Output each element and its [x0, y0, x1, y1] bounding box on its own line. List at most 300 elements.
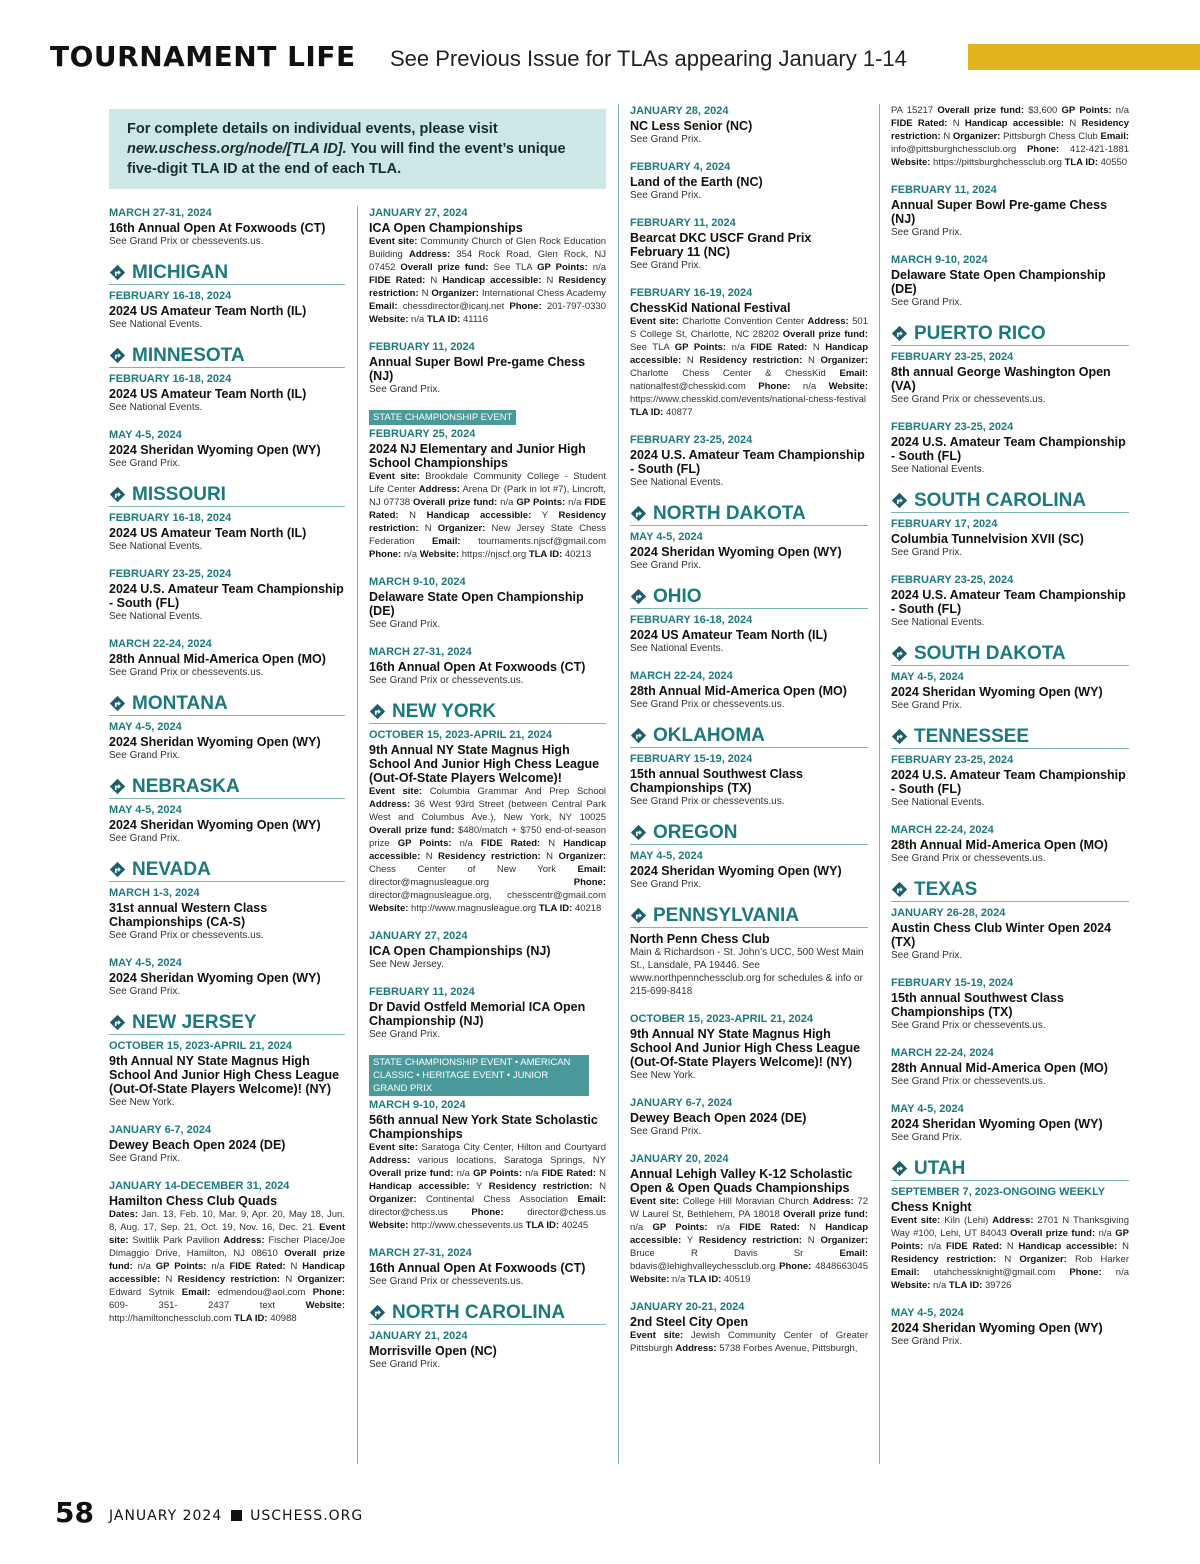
- event-listing: [109, 720, 345, 762]
- column-1: [109, 206, 345, 1339]
- detail-label: Overall prize fund:: [400, 262, 489, 273]
- event-name: 2024 U.S. Amateur Team Championship - South (FL): [630, 448, 865, 476]
- event-note: See Grand Prix.: [630, 260, 702, 271]
- event-listing: [109, 206, 345, 248]
- detail-label: Event site:: [109, 1222, 345, 1246]
- event-details: Event site: Charlotte Convention Center Address: 501 S College St, Charlotte, NC 28202 Overall prize fund: See TLA GP Points: n/a FIDE Rated: N Handicap accessible: N Residency restriction: N Organizer: Charlotte Chess Center & ChessKid Email: nationalfest@chesskid.com Phone: n/a Website: https://www.chesskid.com/events/national-chess-festival TLA ID: 40877: [630, 316, 869, 418]
- detail-label: GP Points:: [652, 1222, 708, 1233]
- event-note: See National Events.: [630, 477, 724, 488]
- state-heading: [630, 586, 868, 609]
- event-name: 15th annual Southwest Class Championships (TX): [891, 991, 1064, 1019]
- detail-label: Handicap accessible:: [442, 275, 542, 286]
- detail-label: Website:: [369, 903, 409, 914]
- event-name: 2024 Sheridan Wyoming Open (WY): [109, 443, 321, 457]
- detail-label: Organizer:: [952, 131, 1001, 142]
- direction-sign-icon: [109, 778, 126, 795]
- state-name: TEXAS: [914, 879, 978, 900]
- site-name[interactable]: USCHESS.ORG: [250, 1508, 364, 1524]
- event-note: See Grand Prix or chessevents.us.: [891, 853, 1046, 864]
- event-details: Dates: Jan. 13, Feb. 10, Mar. 9, Apr. 20, May 18, Jun. 8, Aug. 17, Sep. 21, Oct. 19, Nov. 16, Dec. 21. Event site: Switlik Park Pavilion Address: Fischer Place/Joe Dimaggio Drive, Hamilton, NJ 08610 Overall prize fund: n/a GP Points: n/a FIDE Rated: N Handicap accessible: N Residency restriction: N Organizer: Edward Sytnik Email: edmendou@aol.com Phone: 609- 351- 2437 text Website: http://hamiltonchessclub.com TLA ID: 40988: [109, 1209, 346, 1324]
- event-date: OCTOBER 15, 2023-APRIL 21, 2024: [630, 1013, 814, 1025]
- event-note: See Grand Prix or chessevents.us.: [369, 675, 524, 686]
- event-date: FEBRUARY 23-25, 2024: [109, 568, 232, 580]
- event-date: MARCH 27-31, 2024: [109, 207, 212, 219]
- event-name: 2024 U.S. Amateur Team Championship - South (FL): [891, 588, 1126, 616]
- event-name: Annual Super Bowl Pre-game Chess (NJ): [369, 355, 586, 383]
- page-header: [50, 40, 1200, 76]
- state-heading: [891, 726, 1129, 749]
- event-note: See National Events.: [109, 319, 203, 330]
- event-name: Delaware State Open Championship (DE): [891, 268, 1106, 296]
- event-date: FEBRUARY 11, 2024: [369, 986, 475, 998]
- detail-label: Overall prize fund:: [783, 1209, 869, 1220]
- event-details: Event site: Community Church of Glen Rock Education Building Address: 354 Rock Road, Glen Rock, NJ 07452 Overall prize fund: See TLA GP Points: n/a FIDE Rated: N Handicap accessible: N Residency restriction: N Organizer: International Chess Academy Email: chessdirector@icanj.net Phone: 201-797-0330 Website: n/a TLA ID: 41116: [369, 236, 607, 325]
- event-listing: [109, 1123, 345, 1165]
- event-note: See Grand Prix.: [630, 879, 702, 890]
- event-listing: [109, 886, 345, 942]
- event-date: FEBRUARY 15-19, 2024: [630, 753, 753, 765]
- column-3: [630, 104, 868, 1369]
- event-listing: [891, 517, 1129, 559]
- footer-text: [109, 1508, 363, 1524]
- event-date: MAY 4-5, 2024: [891, 1307, 964, 1319]
- event-details: Event site: Brookdale Community College - Student Life Center Address: Arena Dr (Park in lot #7), Lincroft, NJ 07738 Overall prize fund: n/a GP Points: n/a FIDE Rated: N Handicap accessible: Y Residency restriction: N Organizer: New Jersey State Chess Federation Email: tournaments.njscf@gmail.com Phone: n/a Website: https://njscf.org TLA ID: 40213: [369, 471, 607, 560]
- detail-label: Organizer:: [369, 1194, 417, 1205]
- event-listing: [369, 340, 606, 396]
- event-listing: [369, 1055, 606, 1232]
- detail-label: Organizer:: [820, 1235, 868, 1246]
- detail-label: Organizer:: [431, 288, 479, 299]
- event-listing: [891, 976, 1129, 1032]
- event-listing: [891, 104, 1129, 169]
- event-name: Delaware State Open Championship (DE): [369, 590, 584, 618]
- event-date: MARCH 1-3, 2024: [109, 887, 200, 899]
- detail-label: Overall prize fund:: [369, 825, 455, 836]
- event-date: FEBRUARY 11, 2024: [630, 217, 736, 229]
- event-name: Columbia Tunnelvision XVII (SC): [891, 532, 1084, 546]
- event-date: SEPTEMBER 7, 2023-ONGOING WEEKLY: [891, 1186, 1106, 1198]
- event-date: JANUARY 27, 2024: [369, 930, 468, 942]
- detail-label: Email:: [181, 1287, 211, 1298]
- state-heading: [369, 1302, 606, 1325]
- detail-label: Event site:: [891, 1215, 941, 1226]
- event-name: 2024 Sheridan Wyoming Open (WY): [630, 864, 842, 878]
- event-note: See National Events.: [630, 643, 724, 654]
- detail-label: Address:: [807, 316, 849, 327]
- state-name: NEBRASKA: [132, 776, 240, 797]
- event-note: See Grand Prix.: [891, 297, 963, 308]
- direction-sign-icon: [891, 325, 908, 342]
- event-note: See Grand Prix.: [369, 384, 441, 395]
- event-date: FEBRUARY 23-25, 2024: [891, 574, 1014, 586]
- detail-label: FIDE Rated:: [369, 497, 606, 521]
- event-name: 2nd Steel City Open: [630, 1315, 749, 1329]
- detail-label: Event site:: [630, 316, 679, 327]
- section-subtitle: See Previous Issue for TLAs appearing January 1-14: [390, 46, 907, 71]
- direction-sign-icon: [630, 824, 647, 841]
- event-date: FEBRUARY 4, 2024: [630, 161, 731, 173]
- event-note: See Grand Prix.: [369, 619, 441, 630]
- detail-label: Website:: [891, 1280, 931, 1291]
- detail-label: Website:: [828, 381, 868, 392]
- detail-label: Website:: [891, 157, 931, 168]
- detail-label: FIDE Rated:: [229, 1261, 286, 1272]
- event-date: MARCH 9-10, 2024: [369, 576, 466, 588]
- event-date: MAY 4-5, 2024: [109, 804, 182, 816]
- event-date: OCTOBER 15, 2023-APRIL 21, 2024: [109, 1040, 293, 1052]
- event-name: Land of the Earth (NC): [630, 175, 763, 189]
- event-date: MARCH 9-10, 2024: [891, 254, 988, 266]
- detail-label: TLA ID:: [1064, 157, 1098, 168]
- state-name: PENNSYLVANIA: [653, 905, 800, 926]
- state-name: NORTH DAKOTA: [653, 503, 806, 524]
- state-name: NEW YORK: [392, 701, 497, 722]
- event-listing: [630, 160, 868, 202]
- detail-label: Website:: [630, 1274, 670, 1285]
- detail-label: FIDE Rated:: [739, 1222, 800, 1233]
- detail-label: Event site:: [630, 1196, 680, 1207]
- event-listing: [630, 1012, 868, 1082]
- event-listing: [891, 573, 1129, 629]
- event-date: MARCH 22-24, 2024: [891, 824, 994, 836]
- detail-label: Dates:: [109, 1209, 139, 1220]
- detail-label: Handicap accessible:: [630, 1222, 868, 1246]
- state-heading: [109, 693, 345, 716]
- event-note: See Grand Prix.: [109, 1153, 181, 1164]
- detail-label: Residency restriction:: [369, 510, 606, 534]
- event-date: JANUARY 28, 2024: [630, 105, 729, 117]
- event-details: Event site: Columbia Grammar And Prep School Address: 36 West 93rd Street (between Central Park West and Columbus Ave.), New York, NY 10025 Overall prize fund: $480/match + $750 end-of-season prize GP Points: n/a FIDE Rated: N Handicap accessible: N Residency restriction: N Organizer: Chess Center of New York Email: director@magnusleague.org Phone: director@magnusleague.org, chesscentr@gmail.com Website: http://www.magnusleague.org TLA ID: 40218: [369, 786, 607, 914]
- event-listing: [369, 206, 606, 326]
- event-note: See Grand Prix.: [109, 750, 181, 761]
- event-date: JANUARY 27, 2024: [369, 207, 468, 219]
- detail-label: Phone:: [758, 381, 791, 392]
- state-heading: [891, 323, 1129, 346]
- event-name: Austin Chess Club Winter Open 2024 (TX): [891, 921, 1112, 949]
- header-accent-bar: [968, 44, 1200, 70]
- state-name: MICHIGAN: [132, 262, 229, 283]
- event-name: NC Less Senior (NC): [630, 119, 753, 133]
- event-date: JANUARY 14-DECEMBER 31, 2024: [109, 1180, 290, 1192]
- direction-sign-icon: [630, 907, 647, 924]
- event-date: MARCH 27-31, 2024: [369, 1247, 472, 1259]
- event-details: Event site: Saratoga City Center, Hilton and Courtyard Address: various locations, Saratoga Springs, NY Overall prize fund: n/a GP Points: n/a FIDE Rated: N Handicap accessible: Y Residency restriction: N Organizer: Continental Chess Association Email: director@chess.us Phone: director@chess.us Website: http://www.chessevents.us TLA ID: 40245: [369, 1142, 607, 1231]
- event-date: MAY 4-5, 2024: [891, 1103, 964, 1115]
- event-listing: [891, 823, 1129, 865]
- event-date: MAY 4-5, 2024: [630, 531, 703, 543]
- event-note: See New Jersey.: [369, 959, 444, 970]
- event-details: Event site: Jewish Community Center of Greater Pittsburgh Address: 5738 Forbes Avenue, Pittsburgh,: [630, 1330, 868, 1354]
- state-heading: [630, 822, 868, 845]
- event-date: FEBRUARY 16-18, 2024: [630, 614, 753, 626]
- event-date: MARCH 9-10, 2024: [369, 1099, 466, 1111]
- event-listing: [630, 669, 868, 711]
- detail-label: Overall prize fund:: [937, 105, 1024, 116]
- direction-sign-icon: [891, 492, 908, 509]
- event-listing: [630, 613, 868, 655]
- direction-sign-icon: [109, 264, 126, 281]
- event-date: MAY 4-5, 2024: [109, 957, 182, 969]
- detail-label: GP Points:: [1061, 105, 1112, 116]
- info-line-1: For complete details on individual events, please visit: [127, 121, 498, 137]
- state-name: OREGON: [653, 822, 738, 843]
- event-date: MARCH 22-24, 2024: [630, 670, 733, 682]
- event-note: See Grand Prix or chessevents.us.: [109, 236, 264, 247]
- event-date: MAY 4-5, 2024: [891, 671, 964, 683]
- event-note: See Grand Prix or chessevents.us.: [891, 394, 1046, 405]
- detail-label: Address:: [369, 799, 411, 810]
- detail-label: FIDE Rated:: [480, 838, 541, 849]
- direction-sign-icon: [109, 1014, 126, 1031]
- direction-sign-icon: [109, 695, 126, 712]
- detail-label: Address:: [223, 1235, 265, 1246]
- event-listing: [630, 433, 868, 489]
- event-date: JANUARY 6-7, 2024: [109, 1124, 212, 1136]
- event-listing: [630, 530, 868, 572]
- event-listing: [891, 350, 1129, 406]
- event-date: MARCH 22-24, 2024: [891, 1047, 994, 1059]
- event-name: Chess Knight: [891, 1200, 972, 1214]
- detail-label: TLA ID:: [687, 1274, 722, 1285]
- page-number: 58: [55, 1496, 94, 1529]
- event-name: 28th Annual Mid-America Open (MO): [891, 1061, 1108, 1075]
- detail-label: Overall prize fund:: [369, 1168, 454, 1179]
- direction-sign-icon: [109, 347, 126, 364]
- event-listing: [891, 906, 1129, 962]
- event-name: 31st annual Western Class Championships (CA-S): [109, 901, 268, 929]
- event-note: See Grand Prix.: [109, 986, 181, 997]
- detail-label: Email:: [891, 1267, 920, 1278]
- detail-label: Handicap accessible:: [1018, 1241, 1118, 1252]
- event-note: See New York.: [109, 1097, 175, 1108]
- detail-label: Overall prize fund:: [1010, 1228, 1096, 1239]
- event-note: See Grand Prix.: [891, 700, 963, 711]
- event-listing: [891, 183, 1129, 239]
- detail-label: Overall prize fund:: [782, 329, 868, 340]
- event-listing: [891, 670, 1129, 712]
- event-note: See Grand Prix or chessevents.us.: [109, 930, 264, 941]
- event-note: Main & Richardson - St. John’s UCC, 500 West Main St., Lansdale, PA 19446. See www.northpennchessclub.org for schedules & info or 215-699-8418: [630, 947, 864, 997]
- info-line-2: [127, 139, 588, 159]
- event-note: See Grand Prix.: [891, 1336, 963, 1347]
- detail-label: Residency restriction:: [891, 118, 1129, 142]
- detail-label: TLA ID:: [528, 549, 563, 560]
- event-name: 2024 Sheridan Wyoming Open (WY): [109, 971, 321, 985]
- event-date: FEBRUARY 16-18, 2024: [109, 290, 232, 302]
- detail-label: Address:: [369, 1155, 411, 1166]
- event-name: Annual Lehigh Valley K-12 Scholastic Open & Open Quads Championships: [630, 1167, 853, 1195]
- event-listing: [891, 753, 1129, 809]
- event-listing: [891, 1102, 1129, 1144]
- event-listing: [891, 253, 1129, 309]
- event-name: 2024 Sheridan Wyoming Open (WY): [109, 818, 321, 832]
- event-date: JANUARY 26-28, 2024: [891, 907, 1006, 919]
- detail-label: Residency restriction:: [177, 1274, 281, 1285]
- event-listing: [369, 1329, 606, 1371]
- event-listing: [109, 803, 345, 845]
- event-name: Annual Super Bowl Pre-game Chess (NJ): [891, 198, 1108, 226]
- event-date: MARCH 22-24, 2024: [109, 638, 212, 650]
- detail-label: Address:: [812, 1196, 854, 1207]
- event-date: FEBRUARY 16-19, 2024: [630, 287, 753, 299]
- detail-label: Address:: [418, 484, 460, 495]
- event-listing: [369, 410, 606, 561]
- event-date: FEBRUARY 25, 2024: [369, 428, 476, 440]
- detail-label: Organizer:: [1019, 1254, 1067, 1265]
- event-name: 28th Annual Mid-America Open (MO): [891, 838, 1108, 852]
- direction-sign-icon: [369, 1304, 386, 1321]
- event-listing: [109, 1039, 345, 1109]
- detail-label: Email:: [369, 301, 398, 312]
- detail-label: Address:: [408, 249, 451, 260]
- event-note: See Grand Prix.: [630, 190, 702, 201]
- state-heading: [109, 859, 345, 882]
- detail-label: Event site:: [630, 1330, 684, 1341]
- event-note: See New York.: [630, 1070, 696, 1081]
- detail-label: Email:: [1100, 131, 1130, 142]
- state-heading: [891, 1158, 1129, 1181]
- event-note: See National Events.: [109, 611, 203, 622]
- detail-label: Event site:: [369, 786, 423, 797]
- detail-label: Email:: [577, 1194, 606, 1205]
- column-divider: [357, 206, 358, 1464]
- detail-label: Organizer:: [297, 1274, 346, 1285]
- event-name: 2024 US Amateur Team North (IL): [630, 628, 828, 642]
- event-note: See Grand Prix or chessevents.us.: [109, 667, 264, 678]
- event-note: See Grand Prix or chessevents.us.: [369, 1276, 524, 1287]
- event-note: See Grand Prix.: [891, 227, 963, 238]
- event-listing: [369, 929, 606, 971]
- event-date: FEBRUARY 23-25, 2024: [891, 754, 1014, 766]
- event-name: Dewey Beach Open 2024 (DE): [109, 1138, 286, 1152]
- event-note: See Grand Prix.: [369, 1359, 441, 1370]
- direction-sign-icon: [630, 727, 647, 744]
- event-date: MAY 4-5, 2024: [630, 850, 703, 862]
- event-listing: [369, 728, 606, 915]
- event-name: 2024 Sheridan Wyoming Open (WY): [891, 1117, 1103, 1131]
- event-listing: [109, 428, 345, 470]
- direction-sign-icon: [891, 881, 908, 898]
- direction-sign-icon: [891, 728, 908, 745]
- detail-label: Handicap accessible:: [109, 1261, 345, 1285]
- detail-label: GP Points:: [891, 1228, 1129, 1252]
- tla-link[interactable]: new.uschess.org/node/[TLA ID].: [127, 141, 347, 157]
- direction-sign-icon: [630, 505, 647, 522]
- detail-label: Event site:: [369, 471, 420, 482]
- event-name: 9th Annual NY State Magnus High School And Junior High Chess League (Out-Of-State Players Welcome)!: [369, 743, 600, 785]
- state-name: MINNESOTA: [132, 345, 245, 366]
- detail-label: Residency restriction:: [891, 1254, 997, 1265]
- event-name: Dewey Beach Open 2024 (DE): [630, 1111, 807, 1125]
- state-heading: [109, 484, 345, 507]
- event-note: See National Events.: [891, 797, 985, 808]
- state-heading: [630, 725, 868, 748]
- event-listing: [630, 1300, 868, 1355]
- detail-label: Organizer:: [820, 355, 869, 366]
- state-name: TENNESSEE: [914, 726, 1030, 747]
- state-name: MISSOURI: [132, 484, 226, 505]
- event-date: JANUARY 6-7, 2024: [630, 1097, 733, 1109]
- state-heading: [891, 643, 1129, 666]
- event-name: Hamilton Chess Club Quads: [109, 1194, 278, 1208]
- detail-label: Email:: [839, 1248, 868, 1259]
- direction-sign-icon: [630, 588, 647, 605]
- event-note: See National Events.: [109, 541, 203, 552]
- event-name: 9th Annual NY State Magnus High School And Junior High Chess League (Out-Of-State Players Welcome)! (NY): [109, 1054, 340, 1096]
- detail-label: Handicap accessible:: [630, 342, 869, 366]
- detail-label: Overall prize fund:: [109, 1248, 345, 1272]
- event-details: Event site: College Hill Moravian Church Address: 72 W Laurel St, Bethlehem, PA 18018 Overall prize fund: n/a GP Points: n/a FIDE Rated: N Handicap accessible: Y Residency restriction: N Organizer: Bruce R Davis Sr Email: bdavis@lehighvalleychessclub.org Phone: 4848663045 Website: n/a TLA ID: 40519: [630, 1196, 869, 1285]
- detail-label: Phone:: [573, 877, 606, 888]
- detail-label: Phone:: [471, 1207, 504, 1218]
- event-name: 16th Annual Open At Foxwoods (CT): [109, 221, 326, 235]
- event-listing: [109, 1179, 345, 1325]
- event-note: See Grand Prix.: [630, 1126, 702, 1137]
- direction-sign-icon: [109, 486, 126, 503]
- event-name: ChessKid National Festival: [630, 301, 791, 315]
- detail-label: Organizer:: [558, 851, 606, 862]
- detail-label: Residency restriction:: [369, 275, 607, 299]
- event-date: MAY 4-5, 2024: [109, 721, 182, 733]
- detail-label: GP Points:: [473, 1168, 522, 1179]
- state-heading: [109, 262, 345, 285]
- event-note: See Grand Prix.: [891, 950, 963, 961]
- event-date: JANUARY 20-21, 2024: [630, 1301, 745, 1313]
- event-note: See Grand Prix.: [109, 833, 181, 844]
- event-listing: [369, 1246, 606, 1288]
- detail-label: Organizer:: [437, 523, 486, 534]
- detail-label: GP Points:: [397, 838, 452, 849]
- detail-label: Phone:: [509, 301, 542, 312]
- event-name: 2024 Sheridan Wyoming Open (WY): [109, 735, 321, 749]
- detail-label: TLA ID:: [234, 1313, 268, 1324]
- event-note: See Grand Prix.: [891, 547, 963, 558]
- event-details: PA 15217 Overall prize fund: $3,600 GP Points: n/a FIDE Rated: N Handicap accessible: N Residency restriction: N Organizer: Pittsburgh Chess Club Email: info@pittsburghchessclub.org Phone: 412-421-1881 Website: https://pittsburghchessclub.org TLA ID: 40550: [891, 105, 1130, 168]
- state-name: PUERTO RICO: [914, 323, 1046, 344]
- event-name: 2024 Sheridan Wyoming Open (WY): [891, 1321, 1103, 1335]
- detail-label: TLA ID:: [630, 407, 664, 418]
- state-heading: [109, 345, 345, 368]
- event-note: See National Events.: [891, 464, 985, 475]
- event-listing: [891, 1185, 1129, 1292]
- detail-label: TLA ID:: [538, 903, 573, 914]
- detail-label: Phone:: [1026, 144, 1060, 155]
- event-note: See Grand Prix.: [369, 1029, 441, 1040]
- detail-label: Address:: [992, 1215, 1034, 1226]
- detail-label: GP Points:: [155, 1261, 207, 1272]
- state-heading: [630, 503, 868, 526]
- event-listing: [109, 289, 345, 331]
- state-name: UTAH: [914, 1158, 966, 1179]
- state-heading: [109, 776, 345, 799]
- state-name: NEVADA: [132, 859, 211, 880]
- event-name: 2024 US Amateur Team North (IL): [109, 387, 307, 401]
- column-4: [891, 104, 1129, 1362]
- state-name: MONTANA: [132, 693, 228, 714]
- event-date: JANUARY 21, 2024: [369, 1330, 468, 1342]
- state-heading: [891, 879, 1129, 902]
- event-listing: [630, 286, 868, 419]
- state-heading: [630, 905, 868, 928]
- detail-label: Email:: [839, 368, 868, 379]
- event-listing: [630, 216, 868, 272]
- event-name: ICA Open Championships: [369, 221, 523, 235]
- event-date: FEBRUARY 17, 2024: [891, 518, 998, 530]
- detail-label: Website:: [305, 1300, 345, 1311]
- state-name: SOUTH CAROLINA: [914, 490, 1087, 511]
- event-listing: [891, 1306, 1129, 1348]
- detail-label: Handicap accessible:: [369, 838, 607, 862]
